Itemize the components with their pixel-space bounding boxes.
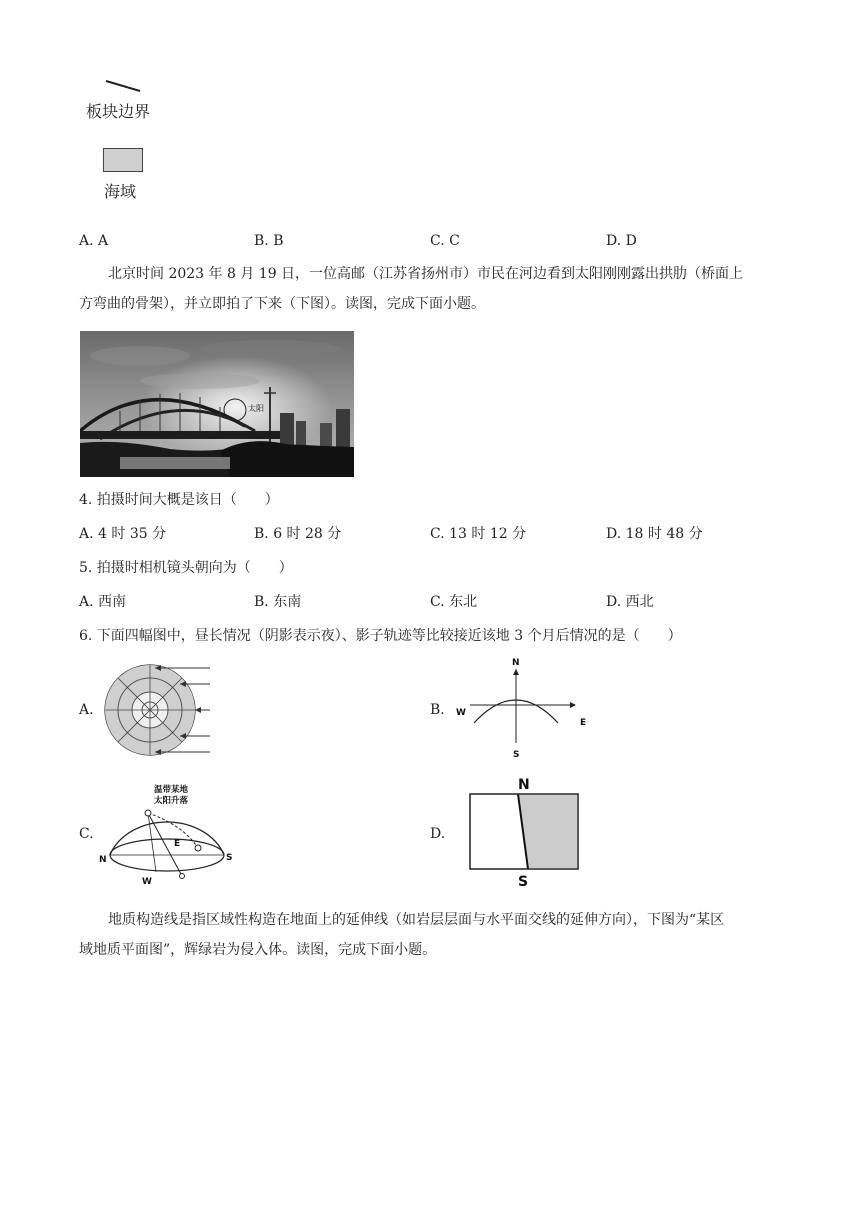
b-label-e: E	[580, 718, 587, 728]
q4-option-c: C. 13 时 12 分	[430, 526, 527, 542]
intro2-line1: 地质构造线是指区域性构造在地面上的延伸线（如岩层层面与水平面交线的延伸方向），下图为“某区	[108, 912, 725, 928]
b-label-n: N	[512, 658, 520, 668]
c-label-n: N	[99, 855, 107, 865]
diagram-a-polar-view	[100, 662, 220, 762]
q4-option-b: B. 6 时 28 分	[254, 526, 342, 542]
legend-boundary-label: 板块边界	[86, 102, 151, 121]
q4-stem: 4. 拍摄时间大概是该日（ ）	[79, 492, 279, 508]
c-title-line2: 太阳升落	[154, 796, 189, 806]
diagram-d-day-night	[468, 774, 584, 890]
diagram-b-shadow-track	[452, 655, 602, 763]
q3-option-b: B. B	[254, 233, 284, 249]
c-label-w: W	[142, 877, 152, 887]
legend-sea-label: 海域	[104, 182, 137, 201]
q5-option-b: B. 东南	[254, 594, 302, 610]
sea-area-symbol	[103, 148, 143, 172]
bridge-sunrise-photo	[80, 331, 354, 477]
q6-option-d-letter: D.	[430, 826, 446, 842]
q5-option-d: D. 西北	[606, 594, 654, 610]
diagram-c-sun-path	[98, 780, 248, 892]
q3-option-a: A. A	[79, 233, 109, 249]
sun-label: 太阳	[248, 404, 264, 413]
c-title-line1: 温带某地	[154, 785, 189, 795]
c-label-e: E	[174, 839, 181, 849]
q6-option-c-letter: C.	[79, 826, 94, 842]
c-label-s: S	[226, 853, 233, 863]
q3-option-d: D. D	[606, 233, 637, 249]
intro2-line2: 域地质平面图”，辉绿岩为侵入体。读图，完成下面小题。	[79, 942, 437, 958]
plate-boundary-symbol	[104, 78, 144, 96]
q4-option-d: D. 18 时 48 分	[606, 526, 703, 542]
q3-option-c: C. C	[430, 233, 460, 249]
d-label-s: S	[518, 874, 529, 890]
d-label-n: N	[518, 777, 530, 793]
q6-stem: 6. 下面四幅图中，昼长情况（阴影表示夜）、影子轨迹等比较接近该地 3 个月后情况的是（ ）	[79, 628, 682, 644]
q5-option-c: C. 东北	[430, 594, 478, 610]
q5-option-a: A. 西南	[79, 594, 127, 610]
intro1-line1: 北京时间 2023 年 8 月 19 日，一位高邮（江苏省扬州市）市民在河边看到太阳刚刚露出拱肋（桥面上	[108, 266, 744, 282]
b-label-s: S	[513, 750, 520, 760]
q5-stem: 5. 拍摄时相机镜头朝向为（ ）	[79, 560, 293, 576]
q6-option-b-letter: B.	[430, 702, 445, 718]
b-label-w: W	[456, 708, 466, 718]
q6-option-a-letter: A.	[79, 702, 94, 718]
q4-option-a: A. 4 时 35 分	[79, 526, 167, 542]
intro1-line2: 方弯曲的骨架），并立即拍了下来（下图）。读图，完成下面小题。	[79, 296, 485, 312]
